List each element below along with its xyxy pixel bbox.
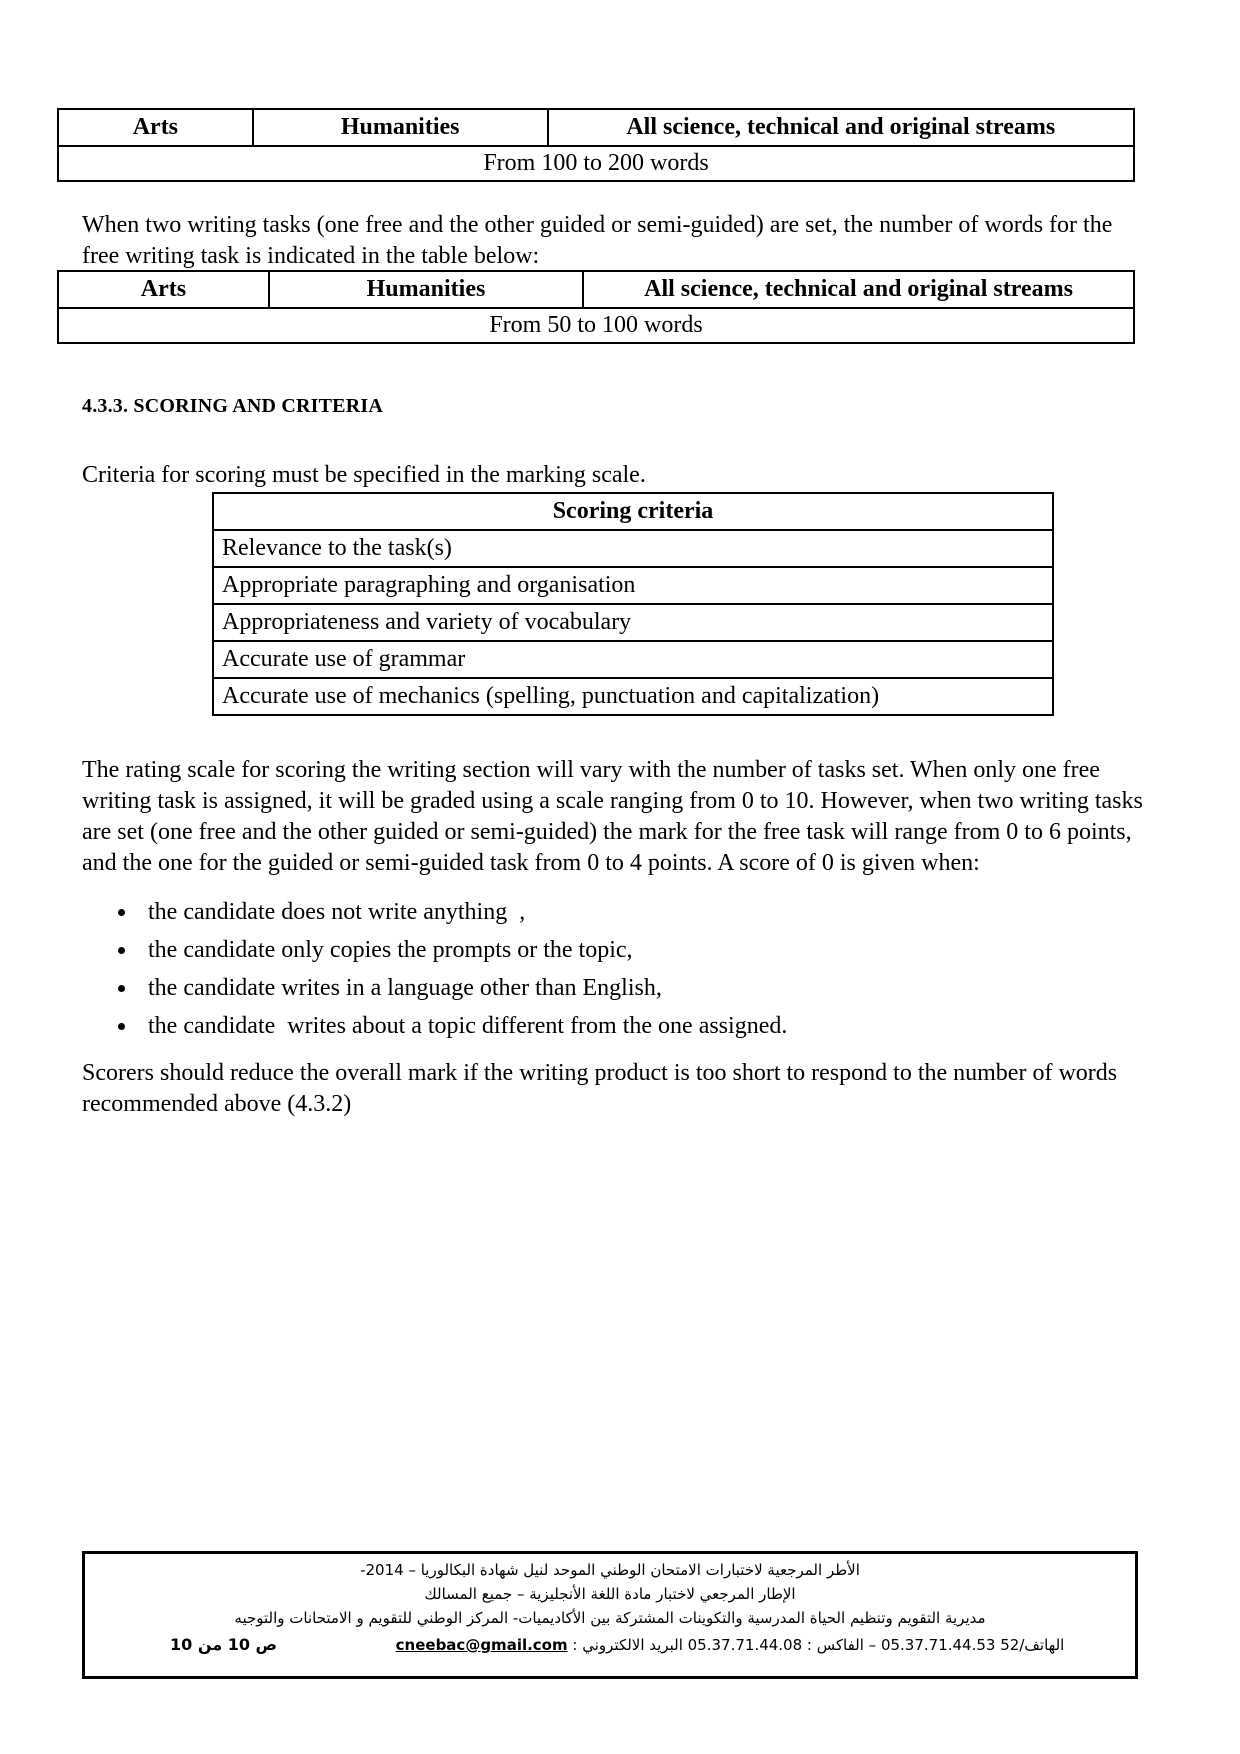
table-header-cell-humanities: Humanities xyxy=(253,109,548,146)
table-header-cell-science: All science, technical and original streams xyxy=(548,109,1134,146)
word-count-table-2 xyxy=(57,270,1135,344)
footer-box xyxy=(82,1551,1138,1679)
table-header-cell-arts: Arts xyxy=(58,271,269,308)
footer-line-1: الأطر المرجعية لاختبارات الامتحان الوطني الموحد لنيل شهادة البكالوريا – 2014- xyxy=(360,1561,860,1579)
table-header-row xyxy=(58,271,1134,308)
table-header-row xyxy=(58,109,1134,146)
page-number: ص 10 من 10 xyxy=(170,1635,278,1654)
rating-scale-paragraph: The rating scale for scoring the writing section will vary with the number of tasks set. When only one free writing task is assigned, it will be graded using a scale ranging from 0 to 10. However, when two writing tasks are set (one free and the other guided or semi-guided) the mark for the free task will range from 0 to 6 points, and the one for the guided or semi-guided task from 0 to 4 points. A score of 0 is given when: xyxy=(82,757,1149,876)
footer-contact-text: الهاتف/52 05.37.71.44.53 – الفاكس : 05.37.71.44.08 البريد الالكتروني : xyxy=(567,1636,1065,1654)
list-item: • the candidate only copies the prompts or the topic, xyxy=(138,931,1158,969)
footer-contact xyxy=(396,1633,1065,1657)
criterion-cell: Appropriate paragraphing and organisation xyxy=(213,567,1053,604)
table-row xyxy=(213,641,1053,678)
table-row xyxy=(213,678,1053,715)
table-row xyxy=(213,530,1053,567)
scoring-table-title: Scoring criteria xyxy=(213,493,1053,530)
table-row xyxy=(213,604,1053,641)
table-row xyxy=(58,308,1134,343)
list-item: • the candidate does not write anything , xyxy=(138,893,1158,931)
zero-score-bullet-list xyxy=(82,893,1158,1045)
section-heading: 4.3.3. SCORING AND CRITERIA xyxy=(82,395,383,417)
criterion-cell: Appropriateness and variety of vocabulary xyxy=(213,604,1053,641)
word-range-cell: From 50 to 100 words xyxy=(58,308,1134,343)
table-header-row xyxy=(213,493,1053,530)
paragraph-two-tasks: When two writing tasks (one free and the other guided or semi-guided) are set, the number of words for the free writing task is indicated in the table below: xyxy=(82,212,1119,269)
criterion-cell: Relevance to the task(s) xyxy=(213,530,1053,567)
table-row xyxy=(58,146,1134,181)
list-item: • the candidate writes in a language other than English, xyxy=(138,969,1158,1007)
email-link[interactable]: cneebac@gmail.com xyxy=(395,1636,568,1654)
footer-line-2: الإطار المرجعي لاختبار مادة اللغة الأنجليزية – جميع المسالك xyxy=(424,1585,796,1603)
criterion-cell: Accurate use of mechanics (spelling, punctuation and capitalization) xyxy=(213,678,1053,715)
scoring-criteria-table xyxy=(212,492,1054,716)
scorers-note: Scorers should reduce the overall mark if the writing product is too short to respond to the number of words recommended above (4.3.2) xyxy=(82,1060,1124,1117)
word-count-table-1 xyxy=(57,108,1135,182)
footer-line-3: مديرية التقويم وتنظيم الحياة المدرسية والتكوينات المشتركة بين الأكاديميات- المركز الوطني للتقويم و الامتحانات والتوجيه xyxy=(234,1609,986,1627)
table-header-cell-arts: Arts xyxy=(58,109,253,146)
criterion-cell: Accurate use of grammar xyxy=(213,641,1053,678)
footer-contact-line xyxy=(85,1633,1135,1657)
word-range-cell: From 100 to 200 words xyxy=(58,146,1134,181)
table-header-cell-humanities: Humanities xyxy=(269,271,583,308)
table-row xyxy=(213,567,1053,604)
criteria-intro: Criteria for scoring must be specified in the marking scale. xyxy=(82,462,646,488)
list-item: • the candidate writes about a topic different from the one assigned. xyxy=(138,1007,1158,1045)
table-header-cell-science: All science, technical and original streams xyxy=(583,271,1134,308)
